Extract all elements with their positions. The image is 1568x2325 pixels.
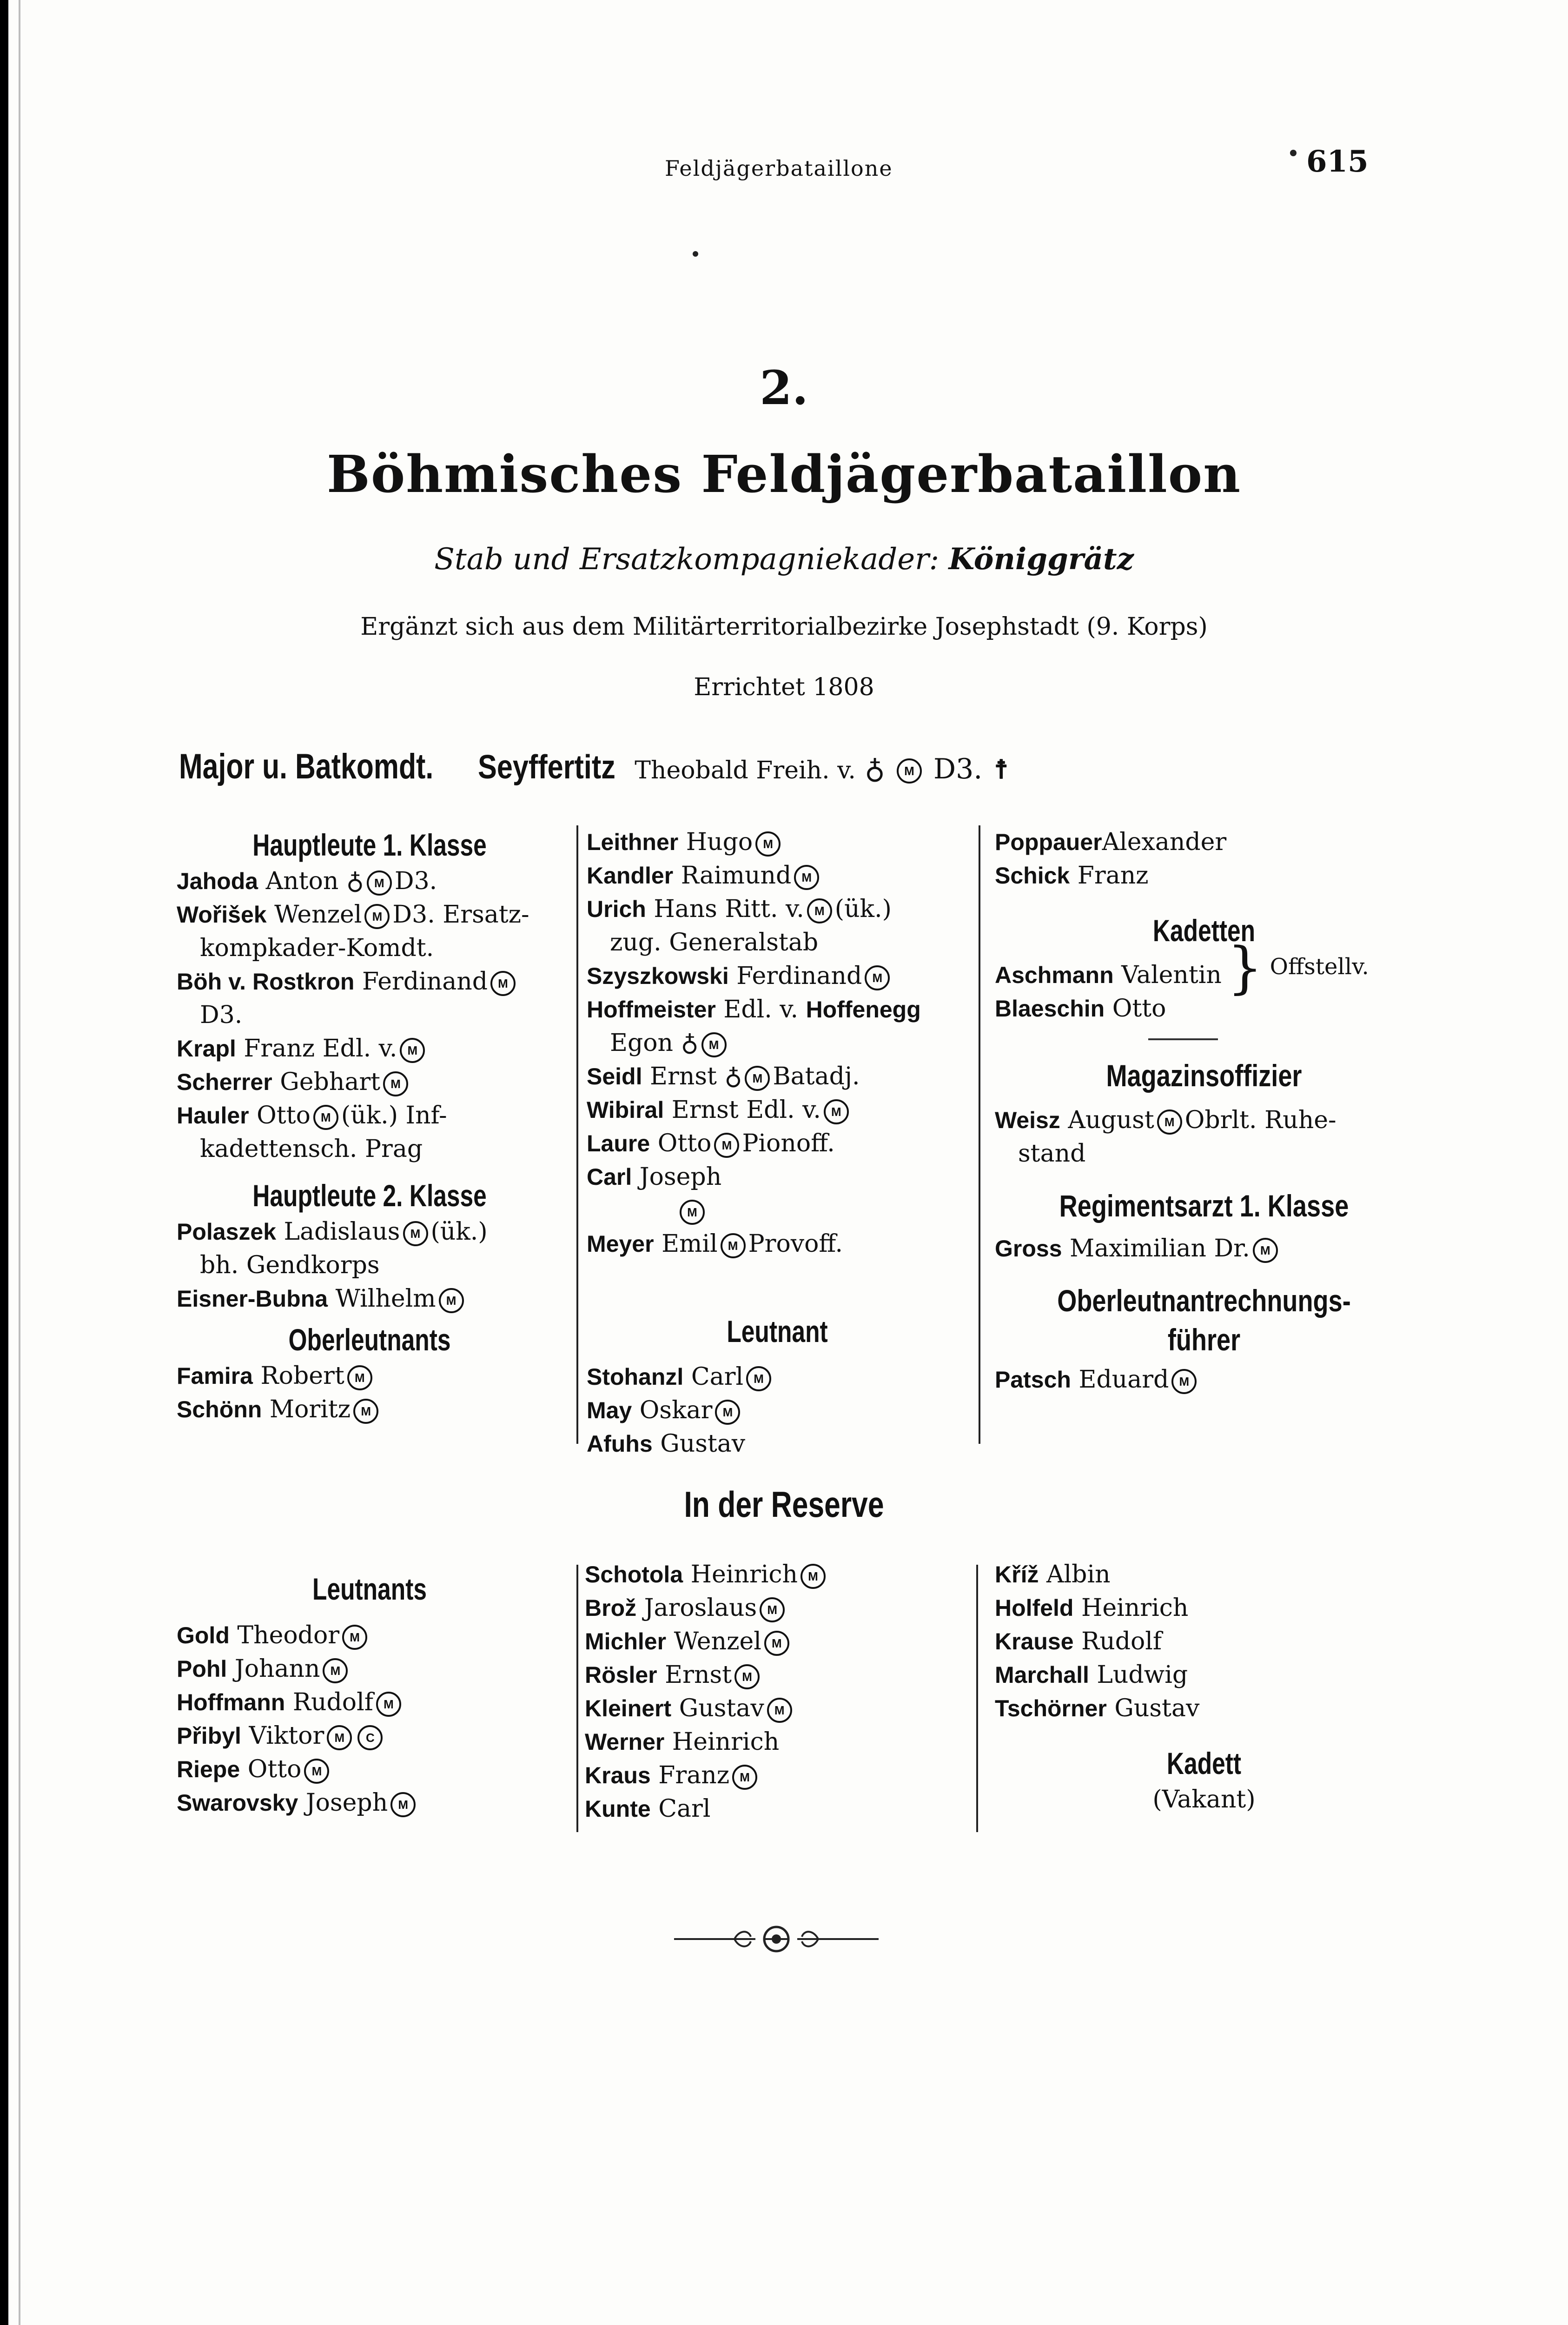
list-item: Afuhs Gustav (587, 1430, 746, 1458)
list-item: Wořišek Wenzel M D3. Ersatz- (177, 901, 529, 929)
heading-rechnungsfuehrer-line2: führer (1167, 1322, 1241, 1357)
brace-icon: } (1227, 936, 1263, 1001)
heading-hauptleute-1: Hauptleute 1. Klasse (252, 828, 487, 862)
m-badge-icon: M (367, 870, 392, 896)
commander-line (179, 746, 1011, 787)
heading-magazinsoffizier: Magazinsoffizier (1106, 1058, 1302, 1093)
cross-icon: ☨ (994, 754, 1008, 785)
list-item: Urich Hans Ritt. v. M (ük.) (587, 895, 892, 923)
ink-dot (1290, 150, 1297, 156)
scan-gutter-line (19, 0, 20, 2325)
m-badge-icon: M (1157, 1109, 1182, 1135)
reserve-heading: In der Reserve (684, 1484, 884, 1525)
m-badge-icon: M (746, 1366, 771, 1391)
list-item: Swarovsky Joseph M (177, 1786, 562, 1820)
m-badge-icon: M (767, 1698, 792, 1723)
subtitle-text: Stab und Ersatzkompagniekader: (434, 542, 939, 577)
commander-given-name: Theobald Freih. v. (635, 757, 856, 784)
m-badge-icon: M (1171, 1369, 1197, 1394)
subtitle-place: Königgrätz (948, 542, 1134, 577)
list-item: Laure Otto M Pionoff. (587, 1129, 835, 1157)
brace-note: } Offstellv. (1227, 936, 1369, 1001)
subtitle (0, 542, 1568, 577)
list-item-continuation: Egon ♁ M (587, 1026, 968, 1060)
list-item: Gold Theodor M (177, 1619, 562, 1652)
reserve-column-3 (995, 1558, 1413, 1816)
m-badge-icon: M (715, 1400, 740, 1425)
list-item: Brož Jaroslaus M (585, 1591, 966, 1625)
list-item: Szyszkowski Ferdinand M (587, 959, 968, 993)
ornament-divider-icon (674, 1923, 879, 1955)
recruitment-note: Ergänzt sich aus dem Militärterritorialbezirke Josephstadt (9. Korps) (360, 613, 1208, 641)
list-item: May Oskar M (587, 1394, 968, 1427)
m-badge-icon: M (865, 965, 890, 990)
m-badge-icon: M (439, 1288, 464, 1313)
list-item: PoppauerAlexander (995, 828, 1227, 856)
heading-oberleutnants: Oberleutnants (288, 1322, 451, 1357)
reserve-column-1 (177, 1569, 562, 1820)
m-badge-icon: M (701, 1032, 727, 1057)
list-item: Marchall Ludwig (995, 1661, 1188, 1689)
m-badge-icon: M (755, 831, 781, 857)
m-badge-icon: M (353, 1399, 378, 1424)
list-item: Přibyl Viktor M C (177, 1719, 562, 1753)
list-item: Seidl Ernst ♁ M Batadj. (587, 1063, 860, 1090)
m-badge-icon: M (734, 1664, 760, 1689)
commander-rank: Major u. Batkomdt. (179, 747, 434, 786)
list-item-continuation: stand (1018, 1140, 1086, 1168)
list-item: Gross Maximilian Dr. M (995, 1232, 1413, 1265)
m-badge-icon: M (801, 1564, 826, 1589)
list-item: Kříž Albin (995, 1561, 1111, 1588)
list-item: Pohl Johann M (177, 1652, 562, 1686)
list-item: Kleinert Gustav M (585, 1692, 966, 1725)
list-item-continuation: D3. (200, 1001, 243, 1029)
list-item: Kunte Carl (585, 1795, 711, 1823)
m-badge-icon: M (714, 1133, 739, 1158)
active-column-2 (587, 825, 968, 1461)
list-item: Scherrer Gebhart M (177, 1065, 562, 1099)
reserve-column-2 (585, 1558, 966, 1826)
list-item: Polaszek Ladislaus M (ük.) (177, 1218, 488, 1246)
m-badge-icon: M (897, 758, 922, 784)
m-badge-icon: M (400, 1038, 425, 1063)
list-item (587, 1194, 968, 1227)
decoration-text: D3. (933, 753, 983, 785)
m-badge-icon: M (764, 1631, 789, 1656)
m-badge-icon: M (824, 1099, 849, 1124)
heading-leutnants: Leutnants (312, 1572, 427, 1606)
founded-note: Errichtet 1808 (694, 673, 874, 701)
section-number: 2. (760, 360, 808, 415)
list-item-continuation: zug. Generalstab (610, 929, 819, 957)
medal-icon: ♁ (681, 1029, 699, 1057)
list-item: Krapl Franz Edl. v. M (177, 1032, 562, 1065)
list-item: Kraus Franz M (585, 1759, 966, 1792)
list-item: Böh v. Rostkron Ferdinand M (177, 965, 562, 998)
medal-icon: ♁ (346, 867, 364, 895)
m-badge-icon: M (760, 1597, 785, 1622)
column-divider (976, 1565, 978, 1832)
list-item: Kandler Raimund M (587, 859, 968, 892)
list-item: Werner Heinrich (585, 1728, 780, 1756)
m-badge-icon: M (304, 1759, 329, 1784)
list-item: Blaeschin Otto (995, 995, 1166, 1023)
m-badge-icon: M (794, 865, 819, 890)
m-badge-icon: M (323, 1658, 348, 1683)
section-divider (1148, 1038, 1218, 1040)
list-item: Patsch Eduard M (995, 1363, 1413, 1396)
list-item: Meyer Emil M Provoff. (587, 1230, 843, 1258)
m-badge-icon: M (1253, 1238, 1278, 1263)
m-badge-icon: M (383, 1071, 408, 1096)
list-item: Eisner-Bubna Wilhelm M (177, 1282, 562, 1315)
m-badge-icon: M (403, 1221, 428, 1246)
heading-kadetten: Kadetten (1152, 913, 1256, 948)
running-head: Feldjägerbataillone (665, 156, 893, 181)
list-item: Hoffmann Rudolf M (177, 1686, 562, 1719)
m-badge-icon: M (342, 1625, 367, 1650)
list-item-continuation: kadettensch. Prag (200, 1135, 423, 1163)
list-item: Schotola Heinrich M (585, 1558, 966, 1591)
m-badge-icon: M (807, 898, 832, 923)
kadett-vacant: (Vakant) (1152, 1786, 1256, 1814)
m-badge-icon: M (732, 1765, 757, 1790)
m-badge-icon: M (390, 1792, 416, 1817)
active-column-1 (177, 825, 562, 1426)
c-badge-icon: C (357, 1725, 383, 1750)
list-item: Tschörner Gustav (995, 1694, 1200, 1722)
page-number: 615 (1306, 144, 1369, 179)
list-item: Rösler Ernst M (585, 1658, 966, 1692)
list-item: Holfeld Heinrich (995, 1594, 1189, 1622)
medal-icon: ♁ (865, 753, 885, 785)
list-item: Weisz August M Obrlt. Ruhe- (995, 1106, 1336, 1134)
list-item: Famira Robert M (177, 1359, 562, 1393)
list-item: Leithner Hugo M (587, 825, 968, 859)
list-item: Hauler Otto M (ük.) Inf- (177, 1102, 447, 1129)
medal-icon: ♁ (724, 1063, 742, 1090)
list-item: Hoffmeister Edl. v. Hoffenegg (587, 996, 921, 1023)
m-badge-icon: M (327, 1725, 352, 1750)
scan-edge (0, 0, 8, 2325)
heading-leutnant: Leutnant (727, 1314, 828, 1348)
list-item: Riepe Otto M (177, 1753, 562, 1786)
column-divider (979, 825, 980, 1444)
heading-kadett: Kadett (1166, 1746, 1242, 1780)
list-item: Stohanzl Carl M (587, 1360, 968, 1394)
list-item: Wibiral Ernst Edl. v. M (587, 1093, 968, 1127)
m-badge-icon: M (490, 971, 516, 996)
kadetten-group (995, 936, 1413, 1028)
list-item: Carl Joseph (587, 1163, 722, 1191)
m-badge-icon: M (745, 1066, 770, 1091)
list-item: Schönn Moritz M (177, 1393, 562, 1426)
m-badge-icon: M (680, 1200, 705, 1225)
page-title: Böhmisches Feldjägerbataillon (326, 444, 1242, 504)
heading-regimentsarzt: Regimentsarzt 1. Klasse (1059, 1189, 1349, 1223)
list-item-continuation: kompkader-Komdt. (200, 934, 434, 962)
active-column-3 (995, 825, 1413, 1396)
list-item: Aschmann Valentin (995, 961, 1222, 989)
heading-rechnungsfuehrer: Oberleutnantrechnungs- (1057, 1283, 1351, 1318)
ink-dot (693, 251, 698, 257)
m-badge-icon: M (313, 1105, 338, 1130)
m-badge-icon: M (376, 1692, 401, 1717)
list-item: Jahoda Anton ♁ M D3. (177, 867, 437, 895)
list-item: Krause Rudolf (995, 1628, 1162, 1655)
list-item: Michler Wenzel M (585, 1625, 966, 1658)
list-item: Schick Franz (995, 862, 1149, 890)
m-badge-icon: M (721, 1233, 746, 1258)
list-item-continuation: bh. Gendkorps (200, 1251, 380, 1279)
heading-hauptleute-2: Hauptleute 2. Klasse (252, 1178, 487, 1213)
column-divider (576, 825, 578, 1444)
column-divider (576, 1565, 578, 1832)
commander-surname: Seyffertitz (478, 749, 616, 786)
m-badge-icon: M (364, 904, 390, 929)
m-badge-icon: M (347, 1365, 372, 1390)
